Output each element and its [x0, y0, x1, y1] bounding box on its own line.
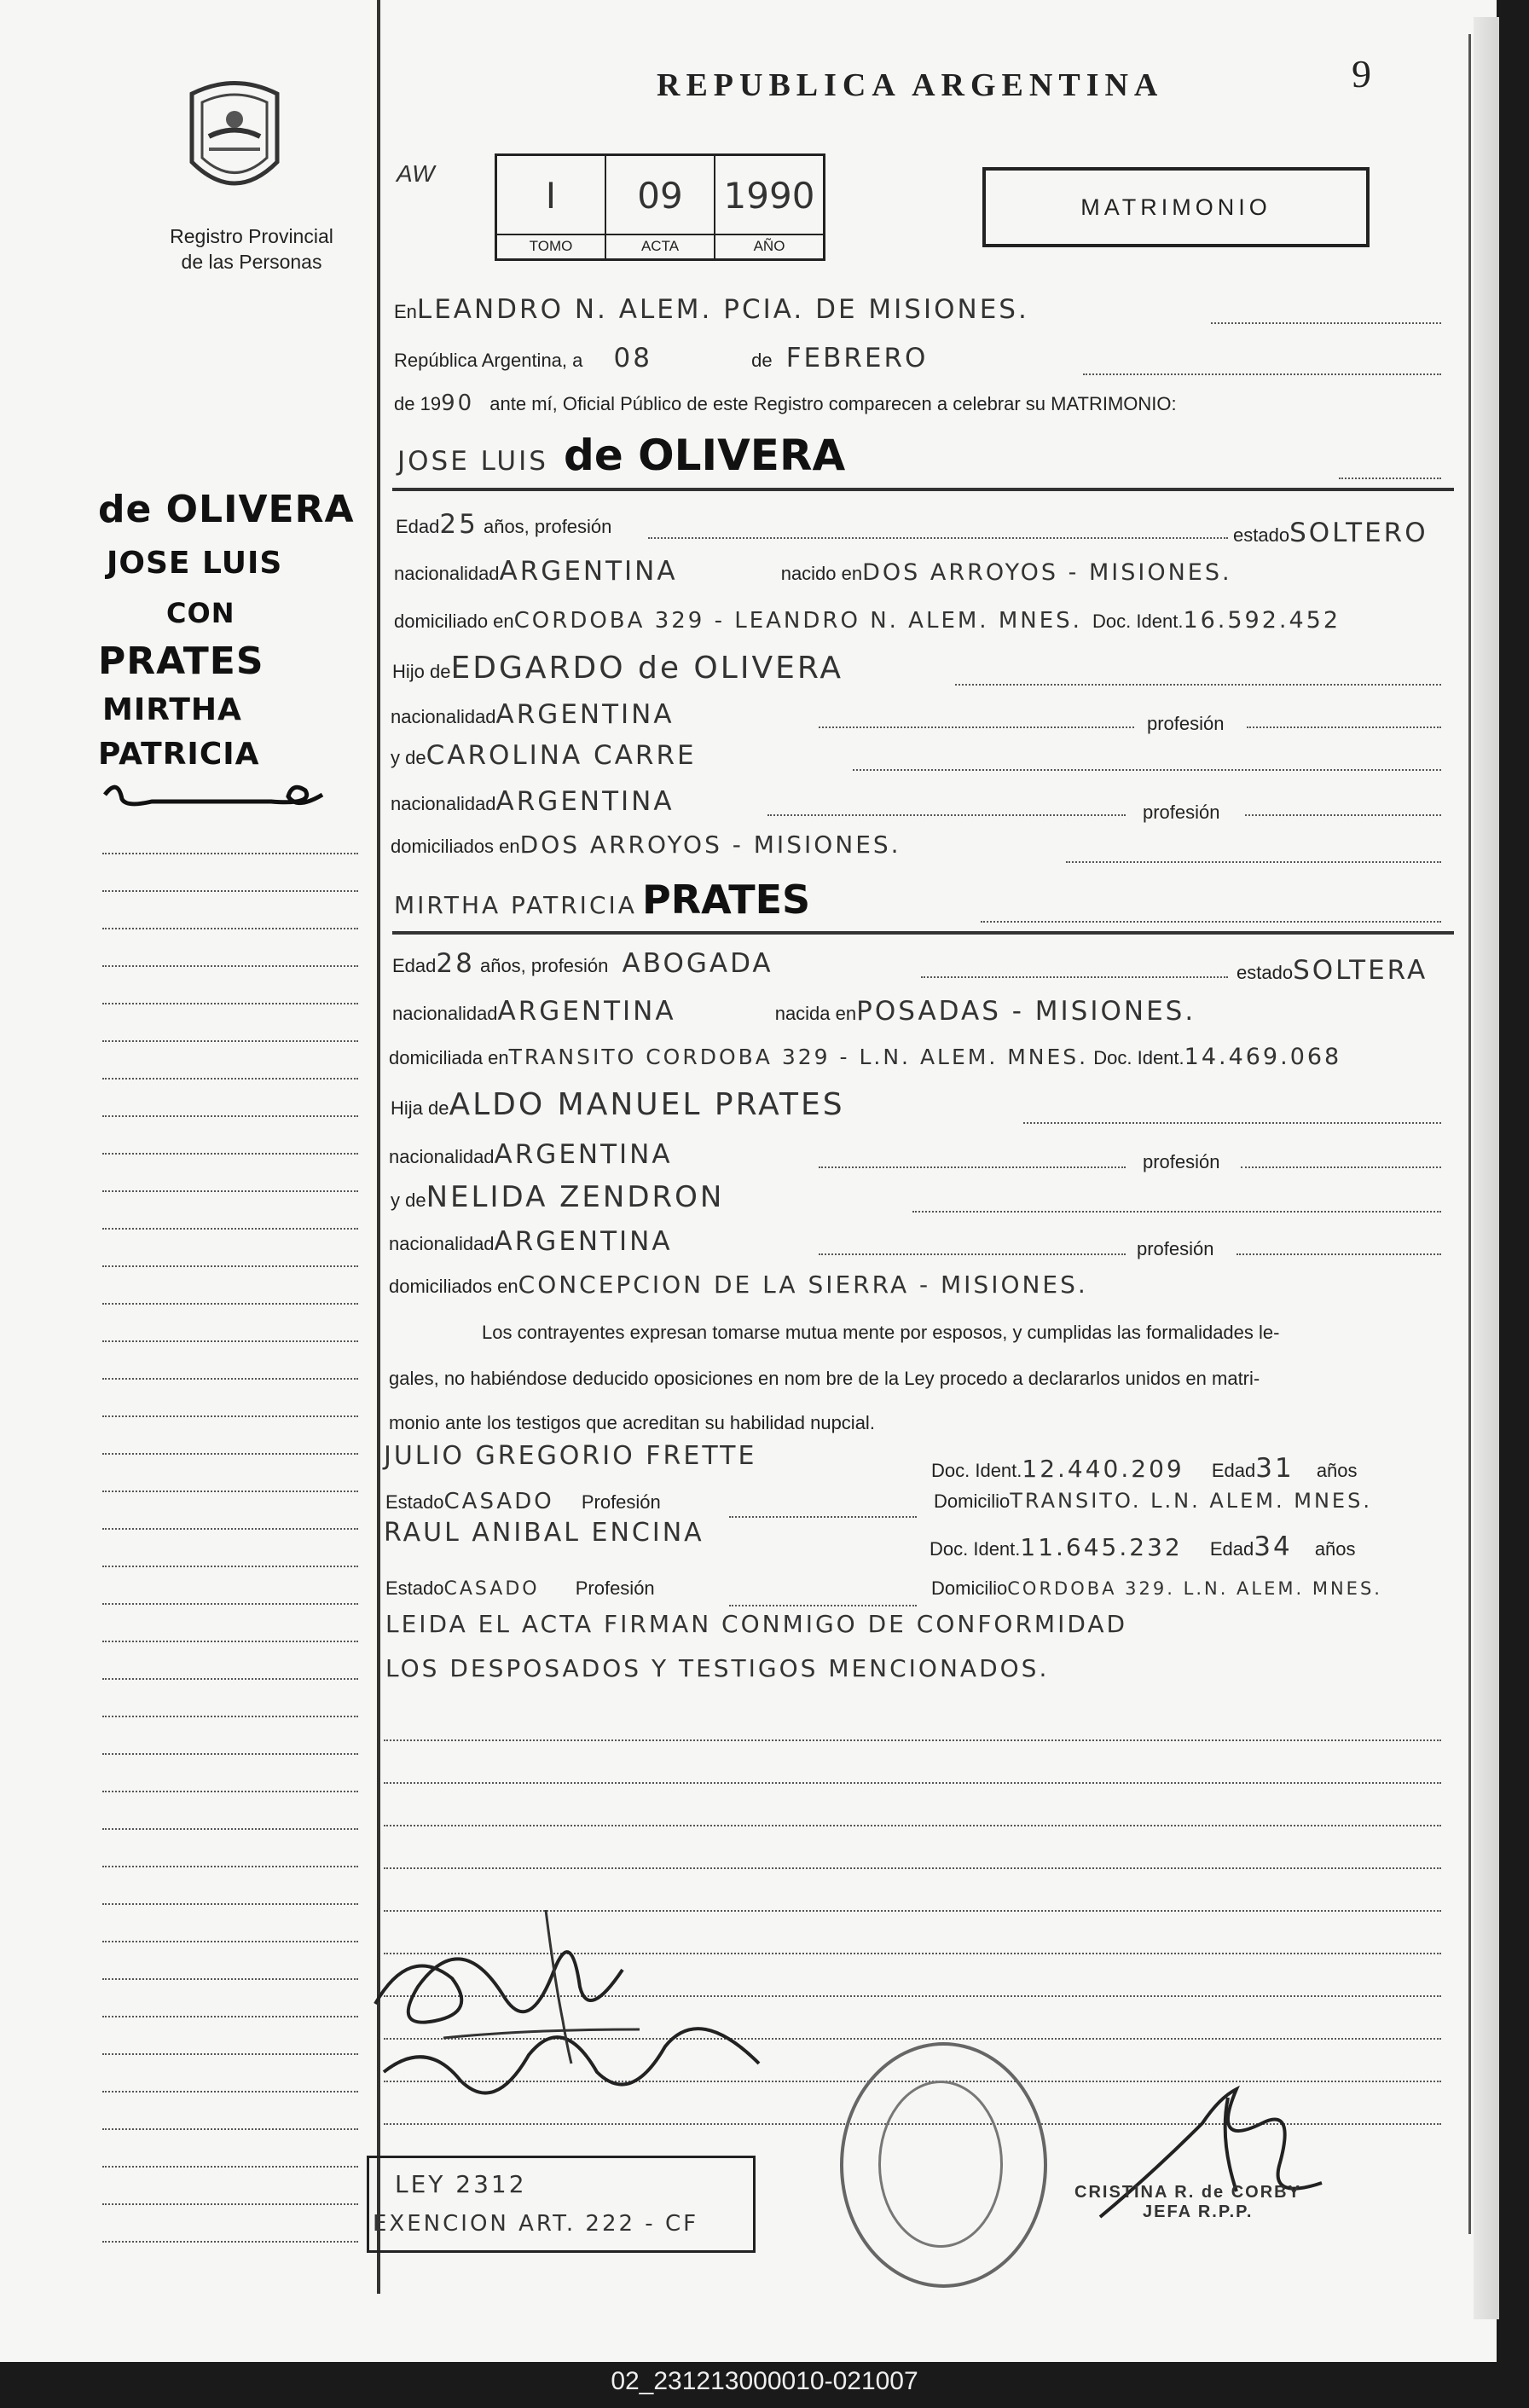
dotted-fill	[648, 537, 1228, 539]
bride-mother-nac-row: nacionalidadARGENTINA	[389, 1226, 673, 1257]
dotted-fill	[819, 1253, 1126, 1255]
witness-2-name-row: RAUL ANIBAL ENCINA	[384, 1518, 704, 1548]
groom-father-prof: profesión	[1147, 713, 1225, 734]
closing-line-2: LOS DESPOSADOS Y TESTIGOS MENCIONADOS.	[385, 1654, 1050, 1682]
country-title: REPUBLICA ARGENTINA	[657, 67, 1164, 103]
closing-line-1: LEIDA EL ACTA FIRMAN CONMIGO DE CONFORMIDAD	[385, 1610, 1128, 1638]
declaration-line-3: monio ante los testigos que acreditan su habilidad nupcial.	[389, 1412, 875, 1433]
bride-estado: estadoSOLTERA	[1237, 955, 1428, 986]
groom-age-row: Edad25 años, profesión	[396, 509, 612, 540]
dotted-fill	[853, 769, 1441, 771]
bride-separator	[392, 931, 1454, 935]
exemption-law: LEY 2312	[395, 2170, 527, 2198]
margin-dotted-lines	[102, 853, 358, 2278]
dotted-fill	[1241, 1166, 1441, 1168]
scan-id: 02_231213000010-021007	[611, 2367, 918, 2395]
bride-father-row: Hija deALDO MANUEL PRATES	[391, 1087, 845, 1122]
groom-separator	[392, 488, 1454, 491]
signatures	[358, 1893, 802, 2132]
dotted-fill	[1237, 1253, 1441, 1255]
dotted-fill	[1247, 726, 1441, 728]
exemption-box	[367, 2156, 756, 2253]
registry-name: Registro Provincial de las Personas	[170, 225, 333, 273]
witness-2-dom-row: DomicilioCORDOBA 329. L.N. ALEM. MNES.	[931, 1577, 1382, 1599]
groom-name-row: JOSE LUIS de OLIVERA	[397, 431, 846, 480]
witness-1-name-row: JULIO GREGORIO FRETTE	[384, 1441, 757, 1471]
groom-mother-prof: profesión	[1143, 802, 1220, 823]
groom-father-nac-row: nacionalidadARGENTINA	[391, 699, 675, 730]
margin-bride-name2: PATRICIA	[98, 737, 260, 772]
bride-parents-dom-row: domiciliados enCONCEPCION DE LA SIERRA - MISIONES.	[389, 1271, 1088, 1299]
dotted-fill	[729, 1605, 917, 1606]
groom-mother-nac-row: nacionalidadARGENTINA	[391, 786, 675, 817]
dotted-fill	[1339, 478, 1441, 479]
margin-bride-name1: MIRTHA	[102, 692, 242, 727]
dotted-fill	[1083, 373, 1441, 375]
date-row: República Argentina, a 08 de FEBRERO	[394, 343, 929, 373]
margin-surname: de OLIVERA	[98, 488, 355, 531]
right-border	[1468, 34, 1471, 2234]
page-number: 9	[1352, 52, 1371, 96]
declaration-line-1: Los contrayentes expresan tomarse mutua mente por esposos, y cumplidas las formalidades le-	[482, 1322, 1280, 1343]
margin-flourish	[101, 778, 331, 812]
registry-seal-icon	[183, 77, 286, 205]
stamp-text: CRISTINA R. de CORBY JEFA R.P.P.	[1074, 2183, 1301, 2221]
groom-nac-row: nacionalidadARGENTINA nacido enDOS ARROYOS - MISIONES.	[394, 556, 1232, 587]
bride-name-row: MIRTHA PATRICIA PRATES	[394, 877, 811, 923]
witness-1-estado-row: EstadoCASADO Profesión	[385, 1489, 661, 1514]
groom-dom-row: domiciliado enCORDOBA 329 - LEANDRO N. ALEM. MNES. Doc. Ident.16.592.452	[394, 607, 1341, 634]
place-row: EnLEANDRO N. ALEM. PCIA. DE MISIONES.	[394, 294, 1029, 325]
groom-mother-row: y deCAROLINA CARRE	[391, 740, 697, 771]
page-edge	[1474, 17, 1499, 2319]
margin-bride-surname: PRATES	[98, 640, 264, 683]
dotted-fill	[921, 976, 1228, 978]
groom-estado: estadoSOLTERO	[1233, 518, 1428, 548]
dotted-fill	[912, 1211, 1441, 1213]
year-row: de 1990 ante mí, Oficial Público de este Registro comparecen a celebrar su MATRIMONIO:	[394, 391, 1177, 416]
groom-parents-dom-row: domiciliados enDOS ARROYOS - MISIONES.	[391, 831, 901, 859]
dotted-fill	[729, 1516, 917, 1518]
initials: AW	[397, 160, 435, 187]
bride-father-prof: profesión	[1143, 1151, 1220, 1172]
bride-nac-row: nacionalidadARGENTINA nacida enPOSADAS - MISIONES.	[392, 996, 1196, 1027]
dotted-fill	[1066, 861, 1441, 863]
record-id-box	[495, 153, 825, 261]
bride-age-row: Edad28 años, profesión ABOGADA	[392, 948, 773, 979]
dotted-fill	[1245, 814, 1441, 816]
dotted-fill	[819, 1166, 1126, 1168]
dotted-fill	[819, 726, 1134, 728]
witness-1-doc-row: Doc. Ident.12.440.209 Edad31 años	[931, 1453, 1358, 1484]
exemption-article: EXENCION ART. 222 - CF	[373, 2211, 699, 2237]
dotted-fill	[1023, 1122, 1441, 1124]
groom-father-row: Hijo deEDGARDO de OLIVERA	[392, 651, 843, 686]
bride-father-nac-row: nacionalidadARGENTINA	[389, 1139, 673, 1170]
margin-groom-name: JOSE LUIS	[107, 546, 283, 581]
witness-2-estado-row: EstadoCASADO Profesión	[385, 1577, 655, 1600]
declaration-line-2: gales, no habiéndose deducido oposiciones en nom bre de la Ley procedo a declararlos unidos en matri-	[389, 1368, 1260, 1389]
acta-cell: 09 ACTA	[606, 156, 715, 258]
record-type: MATRIMONIO	[982, 167, 1370, 247]
bride-dom-row: domiciliada enTRANSITO CORDOBA 329 - L.N. ALEM. MNES. Doc. Ident.14.469.068	[389, 1044, 1342, 1070]
dotted-fill	[767, 814, 1126, 816]
bride-mother-prof: profesión	[1137, 1238, 1214, 1259]
witness-1-dom-row: DomicilioTRANSITO. L.N. ALEM. MNES.	[934, 1489, 1372, 1513]
dotted-fill	[1211, 322, 1441, 324]
tomo-cell: I TOMO	[497, 156, 606, 258]
dotted-fill	[981, 921, 1441, 923]
anio-cell: 1990 AÑO	[715, 156, 823, 258]
stamp-inner-ring	[878, 2081, 1003, 2248]
witness-2-doc-row: Doc. Ident.11.645.232 Edad34 años	[930, 1531, 1356, 1562]
dotted-fill	[955, 684, 1441, 686]
bride-mother-row: y deNELIDA ZENDRON	[391, 1180, 725, 1214]
margin-con: CON	[166, 597, 235, 629]
